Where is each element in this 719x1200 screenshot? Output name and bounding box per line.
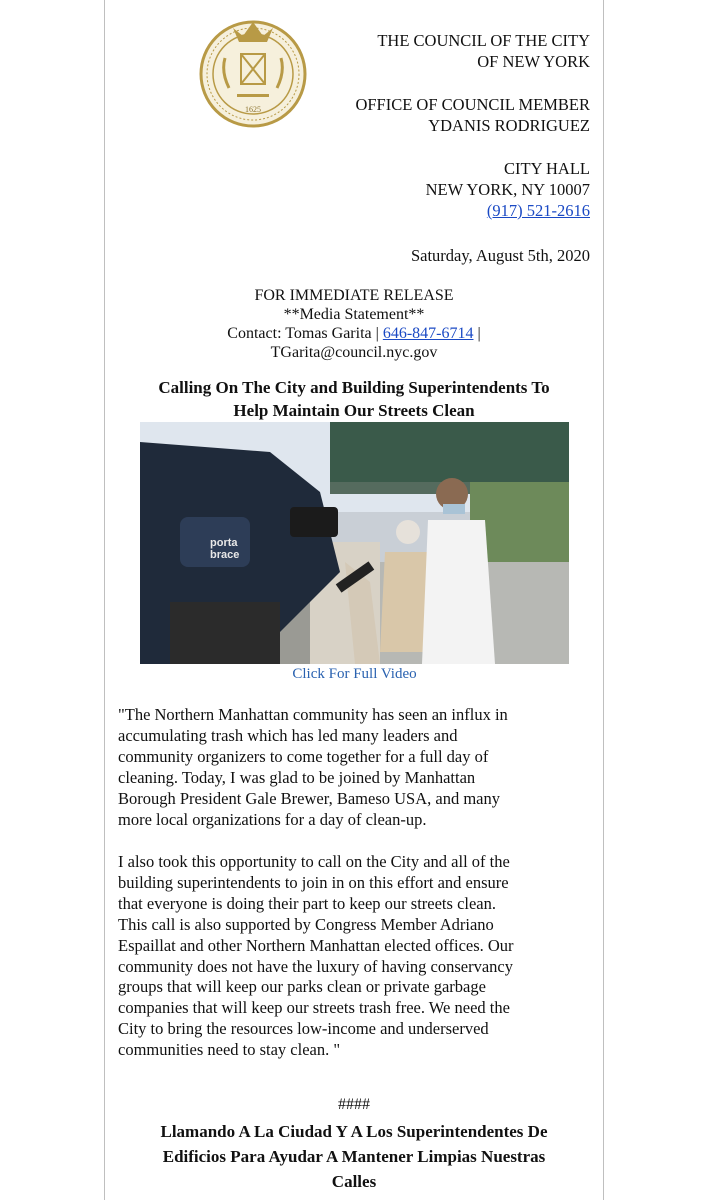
full-video-link[interactable]: Click For Full Video xyxy=(292,666,417,682)
video-thumbnail[interactable] xyxy=(140,422,569,664)
contact-separator: | xyxy=(477,325,481,342)
address-block xyxy=(426,158,590,221)
p2-line: communities need to stay clean. " xyxy=(118,1040,341,1060)
council-line-2: OF NEW YORK xyxy=(477,52,590,71)
release-type: **Media Statement** xyxy=(283,306,425,323)
p1-line: more local organizations for a day of clean-up. xyxy=(118,809,427,829)
seal-year: 1625 xyxy=(245,105,261,114)
office-name xyxy=(355,94,590,136)
p2-line: This call is also supported by Congress Member Adriano xyxy=(118,914,494,934)
contact-phone-link[interactable]: 646-847-6714 xyxy=(382,325,474,342)
p1-line: cleaning. Today, I was glad to be joined by Manhattan xyxy=(118,767,476,787)
address-line-1: CITY HALL xyxy=(504,159,590,178)
p1-line: community organizers to come together for a full day of xyxy=(118,746,489,766)
office-line-1: OFFICE OF COUNCIL MEMBER xyxy=(355,95,590,114)
headline xyxy=(104,376,604,422)
statement-paragraph-1 xyxy=(118,705,588,830)
spanish-headline-line-2: Edificios Para Ayudar A Mantener Limpias Nuestras xyxy=(162,1147,546,1166)
p1-line: Borough President Gale Brewer, Bameso USA, and many xyxy=(118,788,500,808)
p2-line: Espaillat and other Northern Manhattan elected offices. Our xyxy=(118,935,514,955)
council-name xyxy=(377,30,590,72)
spanish-headline-line-1: Llamando A La Ciudad Y A Los Superintendentes De xyxy=(160,1122,548,1141)
headline-line-1: Calling On The City and Building Superintendents To xyxy=(158,378,550,397)
office-line-2: YDANIS RODRIGUEZ xyxy=(428,116,590,135)
p2-line: that everyone is doing their part to keep our streets clean. xyxy=(118,893,496,913)
contact-prefix: Contact: Tomas Garita | xyxy=(227,325,379,342)
release-date: Saturday, August 5th, 2020 xyxy=(410,246,590,265)
city-seal-icon xyxy=(197,12,309,130)
p2-line: community does not have the luxury of having conservancy xyxy=(118,956,513,976)
p2-line: City to bring the resources low-income and underserved xyxy=(118,1019,489,1039)
headline-line-2: Help Maintain Our Streets Clean xyxy=(233,401,475,420)
p2-line: building superintendents to join in on this effort and ensure xyxy=(118,872,509,892)
spanish-headline xyxy=(104,1119,604,1194)
spanish-headline-line-3: Calles xyxy=(331,1172,377,1191)
camera-brand-text-2: brace xyxy=(210,549,240,561)
council-line-1: THE COUNCIL OF THE CITY xyxy=(377,31,590,50)
p2-line: companies that will keep our streets trash free. We need the xyxy=(118,998,510,1018)
release-label: FOR IMMEDIATE RELEASE xyxy=(254,287,454,304)
contact-email: TGarita@council.nyc.gov xyxy=(270,344,438,361)
p1-line: accumulating trash which has led many leaders and xyxy=(118,725,458,745)
p2-line: groups that will keep our parks clean or private garbage xyxy=(118,977,486,997)
camera-brand-text-1: porta xyxy=(210,537,238,549)
phone-link[interactable]: (917) 521-2616 xyxy=(486,201,590,220)
p2-line: I also took this opportunity to call on the City and all of the xyxy=(118,852,510,871)
p1-line: "The Northern Manhattan community has seen an influx in xyxy=(118,705,508,724)
contact-line xyxy=(104,324,604,343)
address-line-2: NEW YORK, NY 10007 xyxy=(425,180,590,199)
statement-paragraph-2 xyxy=(118,852,588,1061)
release-info xyxy=(104,286,604,362)
end-mark: #### xyxy=(338,1096,370,1113)
